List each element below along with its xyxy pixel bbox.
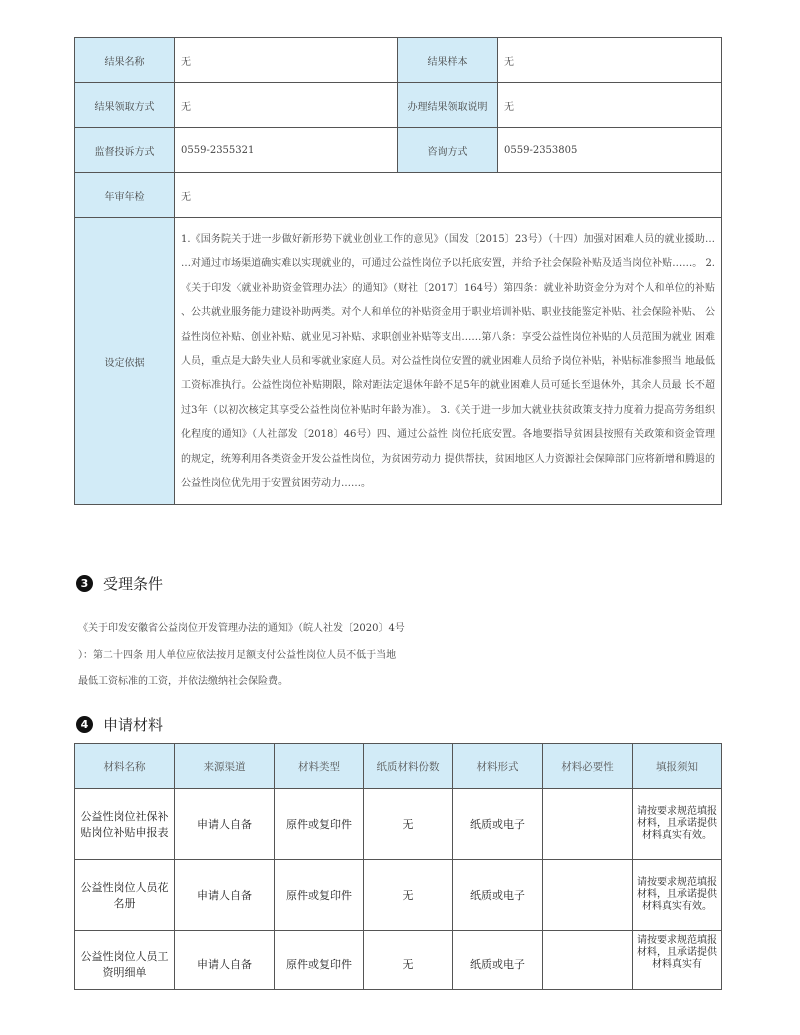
material-source: 申请人自备 xyxy=(175,931,275,990)
basis-cell xyxy=(175,218,722,505)
annual-review-value: 无 xyxy=(175,173,722,218)
material-necessity xyxy=(543,789,633,860)
material-necessity xyxy=(543,860,633,931)
material-type: 原件或复印件 xyxy=(275,789,364,860)
column-header: 填报须知 xyxy=(633,744,722,789)
column-header: 材料类型 xyxy=(275,744,364,789)
consult-phone-value: 0559-2353805 xyxy=(498,128,722,173)
condition-line: 《关于印发安徽省公益岗位开发管理办法的通知》（皖人社发〔2020〕4号 xyxy=(78,623,405,634)
table-row xyxy=(75,860,722,931)
basis-text: 1.《国务院关于进一步做好新形势下就业创业工作的意见》（国发〔2015〕23号）（十四）加强对困难人员的就业援助… …对通过市场渠道确实难以实现就业的，可通过公益性岗位予以托底安置，并给予社会保险补贴及适当岗位补贴……。 2.《关于印发〈就业补助资金管理办法〉的通知》（财社〔2017〕164号）第四条：就业补助资金分为对个人和单位的补贴 、公共就业服务能力建设补助两类。对个人和单位的补贴资金用于职业培训补贴、职业技能鉴定补贴、社会保险补贴、 公益性岗位补贴、创业补贴、就业见习补贴、求职创业补贴等支出……第八条：享受公益性岗位补贴的人员范围为就业 困难人员，重点是大龄失业人员和零就业家庭人员。对公益性岗位安置的就业困难人员给予岗位补贴，补贴标准参照当 地最低工资标准执行。公益性岗位补贴期限，除对距法定退休年龄不足5年的就业困难人员可延长至退休外，其余人员最 长不超过3年（以初次核定其享受公益性岗位补贴时年龄为准）。 3.《关于进一步加大就业扶贫政策支持力度着力提高劳务组织化程度的通知》（人社部发〔2018〕46号）四、通过公益性 岗位托底安置。各地要指导贫困县按照有关政策和资金管理的规定，统筹利用各类资金开发公益性岗位，为贫困劳动力 提供帮扶，贫困地区人力资源社会保障部门应将新增和腾退的公益性岗位优先用于安置贫困劳动力……。 xyxy=(181,234,715,490)
column-header: 纸质材料份数 xyxy=(364,744,453,789)
complaint-phone-value: 0559-2355321 xyxy=(175,128,398,173)
section-title: 受理条件 xyxy=(103,575,164,593)
condition-line: ）：第二十四条 用人单位应依法按月足额支付公益性岗位人员不低于当地 xyxy=(78,649,397,661)
info-row xyxy=(75,218,722,505)
material-copies: 无 xyxy=(364,860,453,931)
section-number-badge: 4 xyxy=(76,716,93,733)
material-form: 纸质或电子 xyxy=(453,931,543,990)
column-header: 材料名称 xyxy=(75,744,175,789)
result-sample-label: 结果样本 xyxy=(398,38,498,83)
table-row xyxy=(75,789,722,860)
table-header-row xyxy=(75,744,722,789)
material-name: 公益性岗位人员花名册 xyxy=(75,860,175,931)
materials-table xyxy=(74,743,722,990)
material-name: 公益性岗位人员工资明细单 xyxy=(75,931,175,990)
consult-method-label: 咨询方式 xyxy=(398,128,498,173)
service-info-table xyxy=(74,37,722,505)
result-sample-value: 无 xyxy=(498,38,722,83)
result-pickup-note-value: 无 xyxy=(498,83,722,128)
material-source: 申请人自备 xyxy=(175,789,275,860)
info-row xyxy=(75,173,722,218)
result-pickup-note-label: 办理结果领取说明 xyxy=(398,83,498,128)
material-form: 纸质或电子 xyxy=(453,860,543,931)
material-type: 原件或复印件 xyxy=(275,860,364,931)
result-name-value: 无 xyxy=(175,38,398,83)
result-pickup-method-value: 无 xyxy=(175,83,398,128)
material-necessity xyxy=(543,931,633,990)
complaint-method-label: 监督投诉方式 xyxy=(75,128,175,173)
section-title: 申请材料 xyxy=(103,716,164,734)
basis-label: 设定依据 xyxy=(75,218,175,505)
info-row xyxy=(75,83,722,128)
material-copies: 无 xyxy=(364,931,453,990)
info-row xyxy=(75,38,722,83)
material-source: 申请人自备 xyxy=(175,860,275,931)
result-pickup-method-label: 结果领取方式 xyxy=(75,83,175,128)
material-notice: 请按要求规范填报材料，且承诺提供材料真实有 xyxy=(633,931,722,990)
material-type: 原件或复印件 xyxy=(275,931,364,990)
material-notice: 请按要求规范填报材料，且承诺提供材料真实有效。 xyxy=(633,860,722,931)
material-notice: 请按要求规范填报材料，且承诺提供材料真实有效。 xyxy=(633,789,722,860)
column-header: 来源渠道 xyxy=(175,744,275,789)
section-number-badge: 3 xyxy=(76,575,93,592)
acceptance-conditions-text xyxy=(78,616,466,696)
table-row xyxy=(75,931,722,990)
result-name-label: 结果名称 xyxy=(75,38,175,83)
annual-review-label: 年审年检 xyxy=(75,173,175,218)
section-acceptance-header xyxy=(76,573,163,594)
material-name: 公益性岗位社保补贴岗位补贴申报表 xyxy=(75,789,175,860)
column-header: 材料必要性 xyxy=(543,744,633,789)
info-row xyxy=(75,128,722,173)
section-materials-header xyxy=(76,714,163,735)
condition-line: 最低工资标准的工资，并依法缴纳社会保险费。 xyxy=(78,676,288,687)
column-header: 材料形式 xyxy=(453,744,543,789)
material-form: 纸质或电子 xyxy=(453,789,543,860)
material-copies: 无 xyxy=(364,789,453,860)
